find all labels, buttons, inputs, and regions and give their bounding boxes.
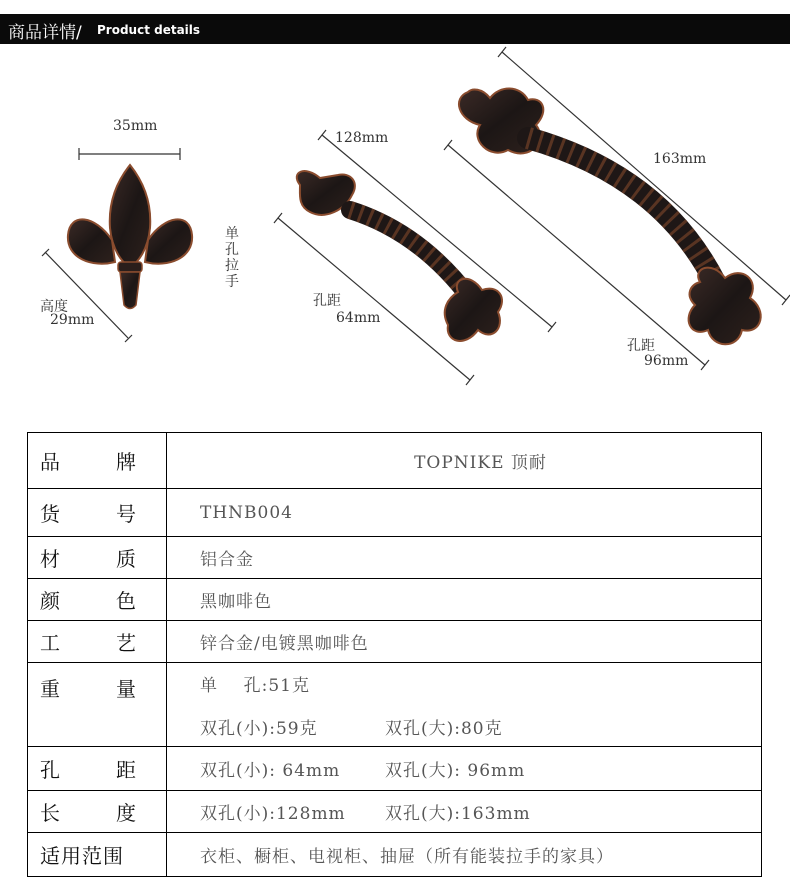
single-height-label: 高度 [40, 299, 68, 315]
large-hole-dimension-line [444, 140, 709, 370]
small-hole-label: 孔距 [313, 293, 341, 309]
spec-key-cell [28, 579, 167, 621]
single-hole-char: 拉 [225, 258, 239, 274]
large-hole-value: 96mm [644, 353, 689, 369]
spec-key-char: 度 [116, 801, 136, 825]
spec-row-weight [28, 663, 762, 747]
small-handle-image [297, 171, 502, 341]
single-hole-vertical-label [224, 226, 240, 290]
product-photo [0, 44, 790, 404]
spec-key-char: 牌 [116, 450, 136, 474]
weight-single: 单 孔:51克 [200, 675, 310, 696]
small-hole-dimension-line [274, 213, 474, 385]
small-length-dimension-line [318, 130, 556, 332]
spec-value-model: THNB004 [167, 489, 762, 537]
large-length-dimension-line [498, 47, 790, 305]
spec-key-char: 孔 [40, 758, 60, 782]
spec-value-length [167, 791, 762, 833]
spec-value-hole-distance [167, 747, 762, 791]
hole-distance-large: 双孔(大): 96mm [385, 761, 526, 781]
length-small: 双孔(小):128mm [200, 804, 346, 824]
single-width-label: 35mm [113, 118, 158, 134]
spec-key-cell [28, 489, 167, 537]
spec-value-color: 黑咖啡色 [167, 579, 762, 621]
spec-key-char: 长 [40, 801, 60, 825]
length-large: 双孔(大):163mm [385, 804, 531, 824]
spec-key-char: 工 [40, 631, 60, 655]
spec-value-material: 铝合金 [167, 537, 762, 579]
large-hole-label: 孔距 [627, 338, 655, 354]
spec-key-char: 材 [40, 547, 60, 571]
weight-double-large: 双孔(大):80克 [385, 718, 503, 739]
weight-double-row [200, 714, 761, 739]
weight-double-small: 双孔(小):59克 [200, 718, 318, 739]
spec-row-material [28, 537, 762, 579]
spec-value-brand: TOPNIKE 顶耐 [167, 433, 762, 489]
spec-table [27, 432, 762, 877]
hole-distance-small: 双孔(小): 64mm [200, 761, 341, 781]
spec-key-usage: 适用范围 [40, 844, 124, 868]
spec-key-cell [28, 833, 167, 877]
spec-key-cell [28, 791, 167, 833]
spec-key-char: 质 [116, 547, 136, 571]
spec-value-craft: 锌合金/电镀黑咖啡色 [167, 621, 762, 663]
spec-row-brand [28, 433, 762, 489]
width-dimension-line [79, 148, 180, 160]
single-hole-char: 手 [225, 274, 239, 290]
spec-key-char: 量 [116, 677, 136, 701]
spec-row-hole-distance [28, 747, 762, 791]
spec-key-char: 货 [40, 502, 60, 526]
spec-row-length [28, 791, 762, 833]
single-height-value: 29mm [50, 312, 95, 328]
spec-key-cell [28, 537, 167, 579]
length-row [200, 799, 761, 824]
spec-row-craft [28, 621, 762, 663]
small-length-label: 128mm [335, 130, 389, 146]
large-handle-image [459, 88, 761, 344]
spec-key-cell [28, 621, 167, 663]
spec-key-char: 距 [116, 758, 136, 782]
spec-row-model [28, 489, 762, 537]
spec-row-color [28, 579, 762, 621]
spec-key-cell [28, 663, 167, 747]
single-knob-image [68, 165, 192, 309]
section-header [0, 14, 790, 44]
spec-key-char: 艺 [116, 631, 136, 655]
spec-key-char: 号 [116, 502, 136, 526]
header-title-en: Product details [97, 23, 201, 37]
single-hole-char: 孔 [225, 242, 239, 258]
spec-key-char: 重 [40, 677, 60, 701]
header-title-zh: 商品详情/ [8, 23, 82, 43]
spec-key-char: 色 [116, 589, 136, 613]
spec-key-cell [28, 747, 167, 791]
spec-key-char: 颜 [40, 589, 60, 613]
spec-value-usage: 衣柜、橱柜、电视柜、抽屉（所有能装拉手的家具） [167, 833, 762, 877]
single-hole-char: 单 [225, 226, 239, 242]
spec-value-weight [167, 663, 762, 747]
spec-row-usage [28, 833, 762, 877]
large-length-label: 163mm [653, 151, 707, 167]
hole-distance-row [200, 756, 761, 781]
spec-key-char: 品 [40, 450, 60, 474]
spec-key-cell [28, 433, 167, 489]
small-hole-value: 64mm [336, 310, 381, 326]
